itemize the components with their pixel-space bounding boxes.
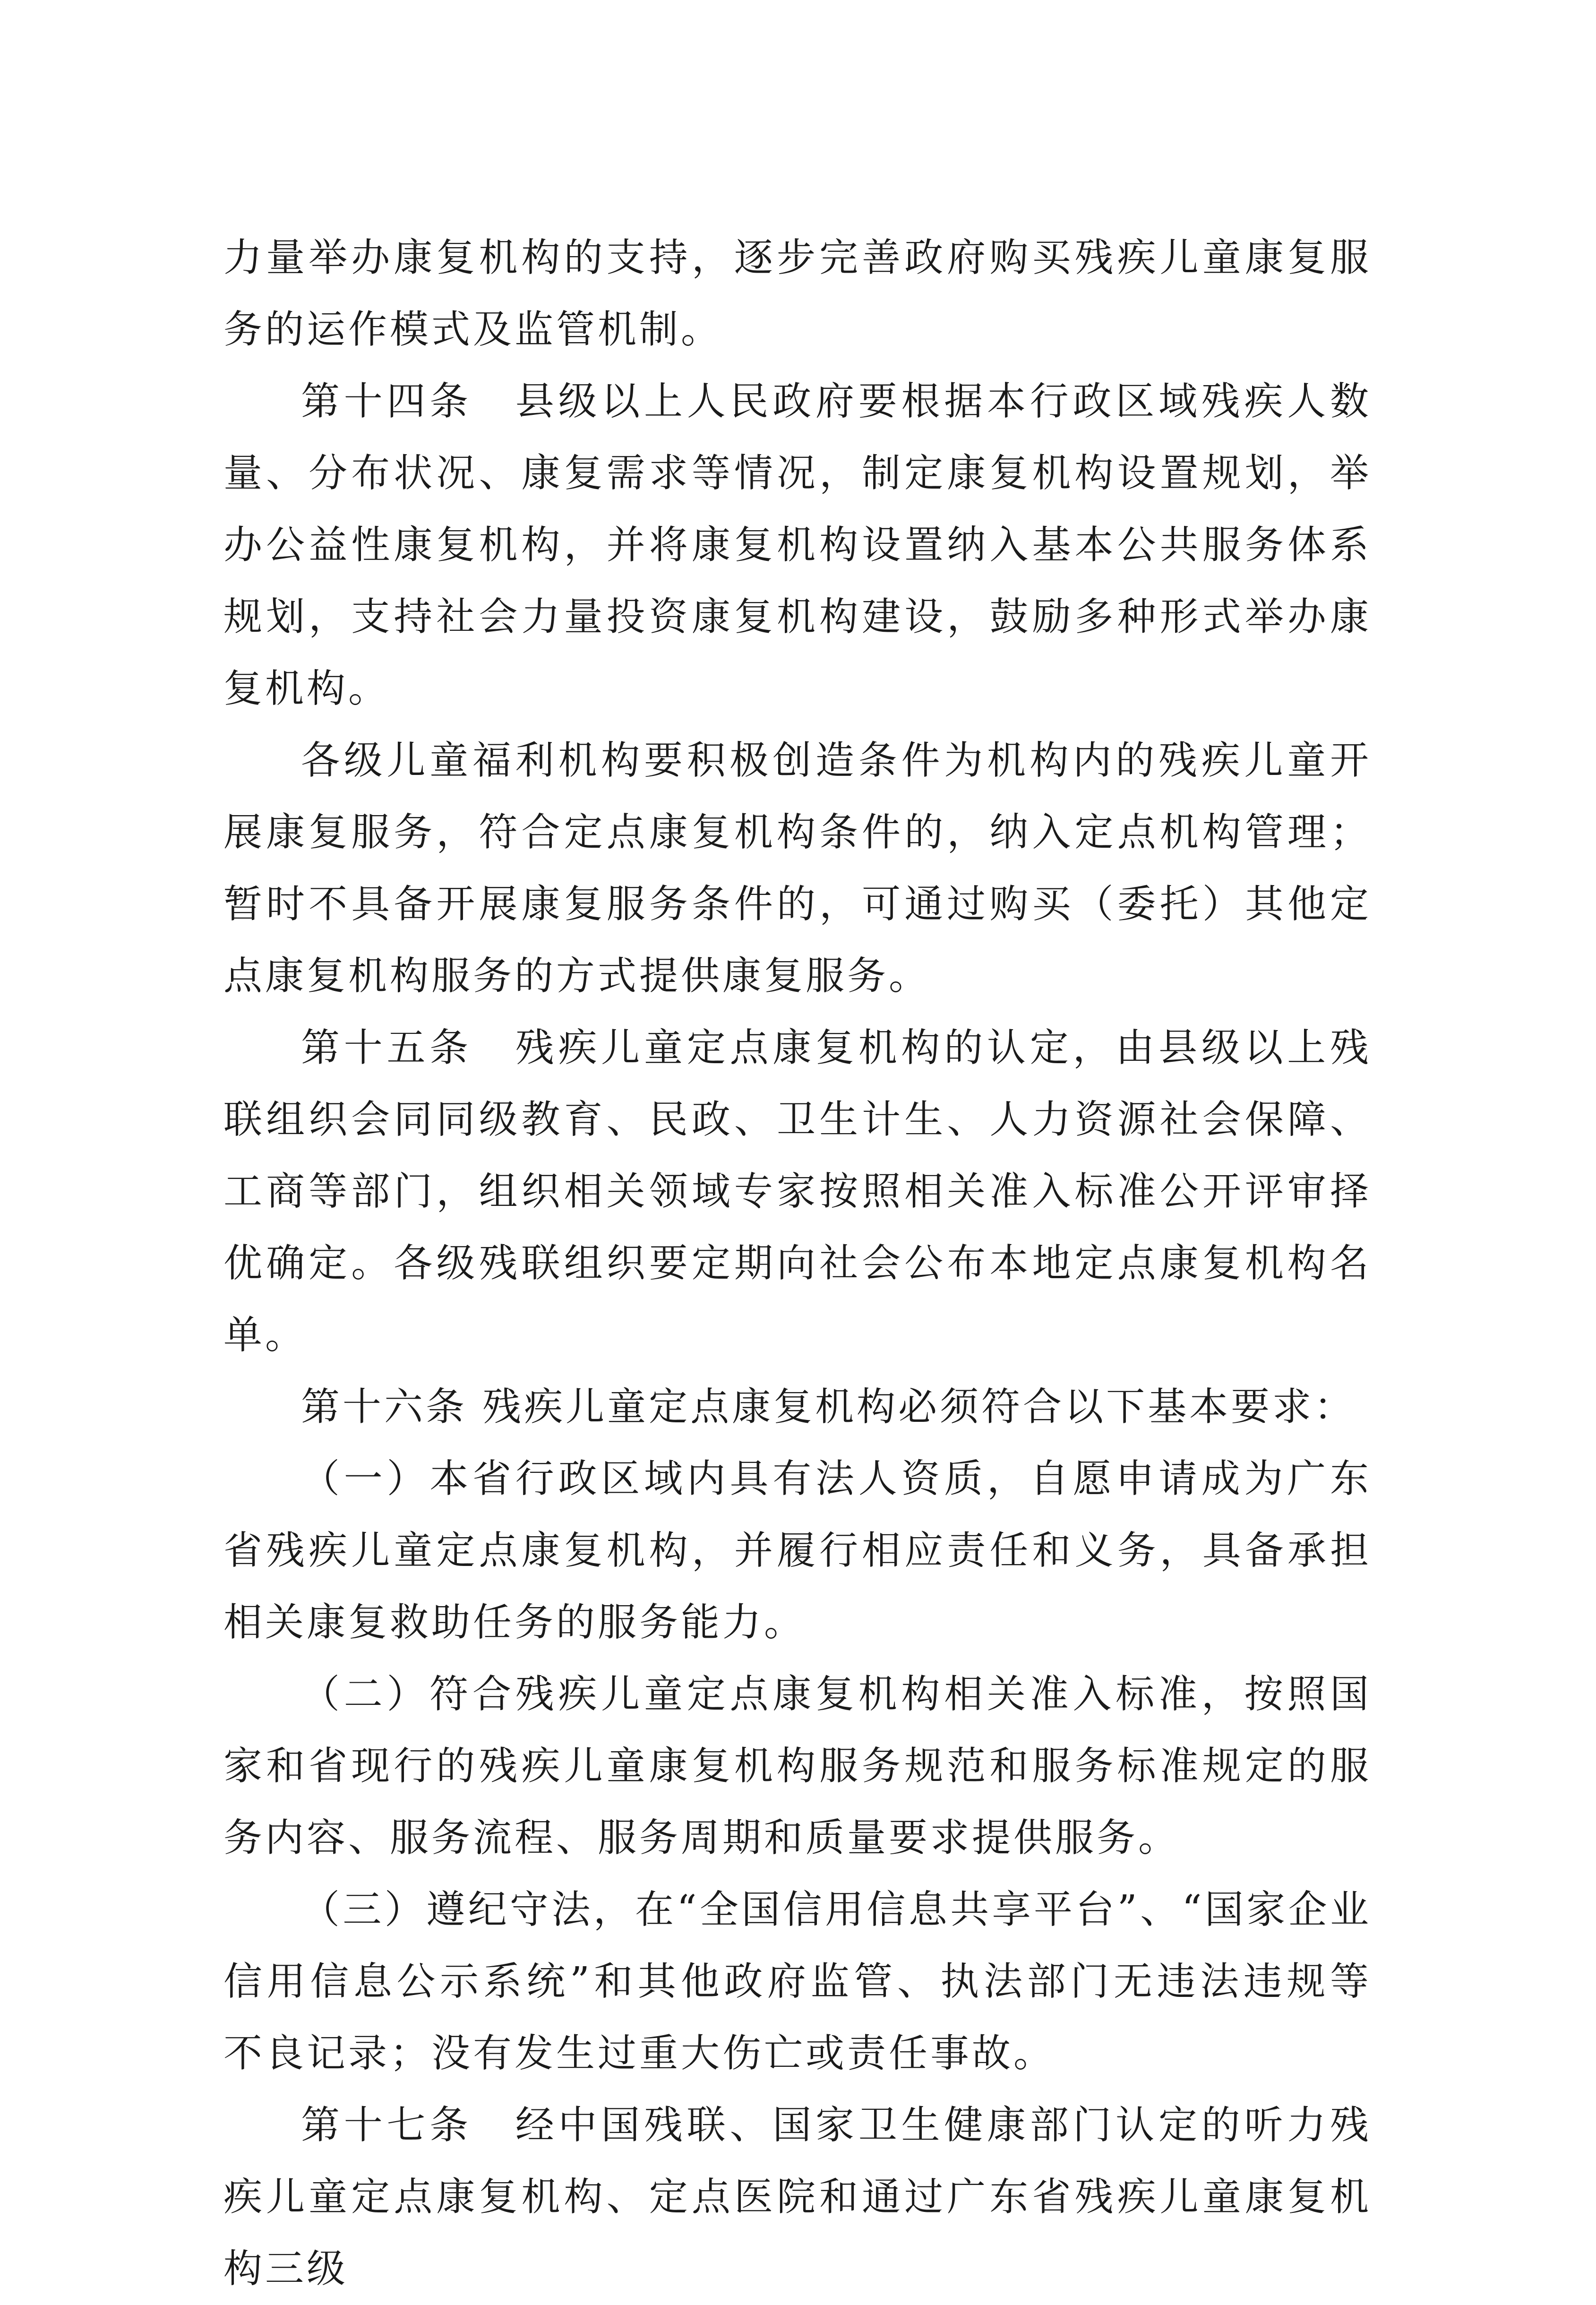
paragraph-article-16: 第十六条 残疾儿童定点康复机构必须符合以下基本要求： — [301, 1385, 1356, 1429]
paragraph-article-14: 第十四条 县级以上人民政府要根据本行政区域残疾人数量、分布状况、康复需求等情况，制定康复机构设置规划，举办公益性康复机构，并将康复机构设置纳入基本公共服务体系规划，支持社会力量投资康复机构建设，鼓励多种形式举办康复机构。 — [223, 379, 1372, 711]
paragraph-article-14-welfare: 各级儿童福利机构要积极创造条件为机构内的残疾儿童开展康复服务，符合定点康复机构条件的，纳入定点机构管理；暂时不具备开展康复服务条件的，可通过购买（委托）其他定点康复机构服务的方式提供康复服务。 — [223, 738, 1372, 998]
paragraph-article-16-item-2: （二）符合残疾儿童定点康复机构相关准入标准，按照国家和省现行的残疾儿童康复机构服务规范和服务标准规定的服务内容、服务流程、服务周期和质量要求提供服务。 — [223, 1672, 1372, 1860]
paragraph-continuation: 力量举办康复机构的支持，逐步完善政府购买残疾儿童康复服务的运作模式及监管机制。 — [223, 235, 1372, 352]
document-body — [223, 222, 1372, 2305]
paragraph-article-15: 第十五条 残疾儿童定点康复机构的认定，由县级以上残联组织会同同级教育、民政、卫生计生、人力资源社会保障、工商等部门，组织相关领域专家按照相关准入标准公开评审择优确定。各级残联组织要定期向社会公布本地定点康复机构名单。 — [223, 1025, 1372, 1358]
paragraph-article-17: 第十七条 经中国残联、国家卫生健康部门认定的听力残疾儿童定点康复机构、定点医院和通过广东省残疾儿童康复机构三级 — [223, 2103, 1372, 2291]
paragraph-article-16-item-1: （一）本省行政区域内具有法人资质，自愿申请成为广东省残疾儿童定点康复机构，并履行相应责任和义务，具备承担相关康复救助任务的服务能力。 — [223, 1456, 1372, 1645]
paragraph-article-16-item-3: （三）遵纪守法，在“全国信用信息共享平台”、“国家企业信用信息公示系统”和其他政府监管、执法部门无违法违规等 不良记录；没有发生过重大伤亡或责任事故。 — [223, 1887, 1372, 2076]
